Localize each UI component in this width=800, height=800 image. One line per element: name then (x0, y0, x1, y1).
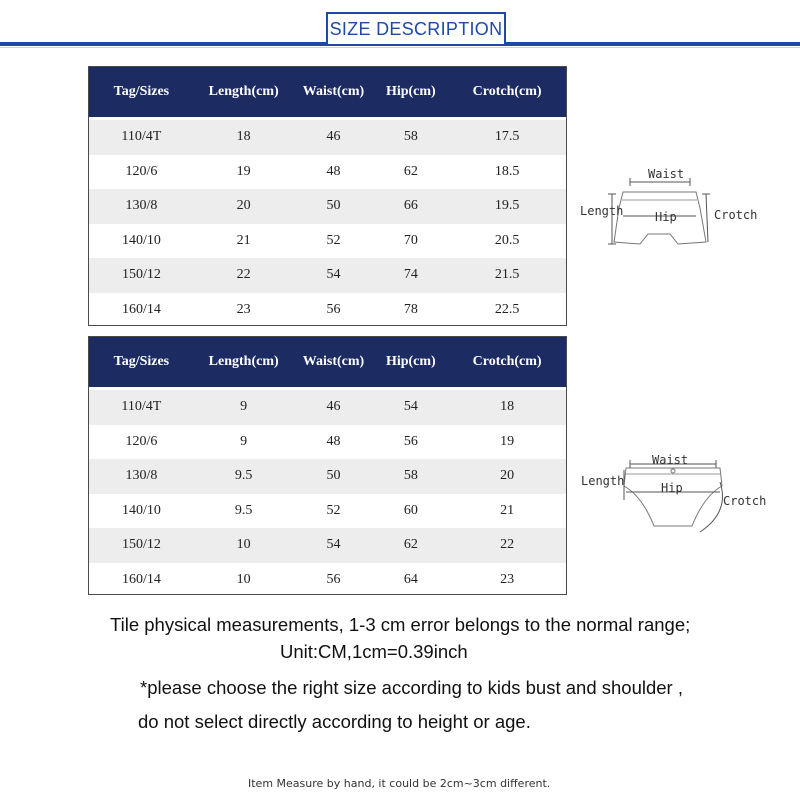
length-label: Length (581, 474, 625, 488)
cell: 10 (236, 537, 251, 553)
cell: 20.5 (494, 232, 520, 248)
header-cell: Crotch(cm) (472, 354, 542, 369)
table-row (89, 258, 566, 293)
header-cell: Tag/Sizes (113, 84, 170, 99)
header-cell: Waist(cm) (302, 84, 365, 99)
cell: 70 (403, 232, 418, 248)
waist-label: Waist (648, 167, 685, 181)
cell: 9.5 (234, 468, 253, 484)
note-not-by-height: do not select directly according to height or age. (138, 711, 531, 732)
cell: 56 (326, 301, 341, 317)
cell: 58 (403, 468, 418, 484)
table-header (89, 337, 566, 387)
table-row (89, 224, 566, 259)
cell: 160/14 (121, 301, 161, 317)
note-choose-size: *please choose the right size according to kids bust and shoulder , (140, 677, 683, 698)
table-row (89, 563, 566, 598)
cell: 48 (326, 433, 341, 449)
cell: 60 (403, 502, 418, 518)
cell: 23 (500, 571, 515, 587)
header-cell: Hip(cm) (385, 354, 436, 369)
table-row (89, 390, 566, 425)
crotch-label: Crotch (714, 208, 758, 222)
cell: 20 (500, 468, 515, 484)
cell: 50 (326, 468, 341, 484)
cell: 48 (326, 163, 341, 179)
cell: 46 (326, 129, 341, 145)
cell: 58 (403, 129, 418, 145)
cell: 62 (403, 537, 418, 553)
cell: 46 (326, 399, 341, 415)
cell: 110/4T (121, 399, 162, 415)
table-row (89, 528, 566, 563)
cell: 52 (326, 502, 341, 518)
cell: 18 (236, 129, 251, 145)
header-cell: Waist(cm) (302, 354, 365, 369)
cell: 50 (326, 198, 341, 214)
cell: 22.5 (494, 301, 520, 317)
cell: 150/12 (121, 537, 161, 553)
cell: 52 (326, 232, 341, 248)
cell: 18.5 (494, 163, 520, 179)
cell: 56 (403, 433, 418, 449)
cell: 140/10 (121, 502, 161, 518)
table-row (89, 459, 566, 494)
cell: 74 (403, 267, 418, 283)
header-cell: Hip(cm) (385, 84, 436, 99)
cell: 10 (236, 571, 251, 587)
cell: 130/8 (125, 198, 158, 214)
banner-rule-thin (0, 47, 800, 48)
cell: 23 (236, 301, 251, 317)
table-row (89, 494, 566, 529)
brief-measure-diagram (580, 452, 780, 552)
cell: 54 (326, 537, 341, 553)
boxer-measure-diagram (578, 164, 778, 264)
cell: 150/12 (121, 267, 161, 283)
table-row (89, 189, 566, 224)
note-unit: Unit:CM,1cm=0.39inch (280, 641, 468, 662)
cell: 64 (403, 571, 418, 587)
cell: 19.5 (494, 198, 520, 214)
page-title: SIZE DESCRIPTION (326, 12, 506, 44)
cell: 9 (240, 433, 248, 449)
header-cell: Tag/Sizes (113, 354, 170, 369)
size-table-brief (88, 336, 567, 595)
waist-label: Waist (652, 453, 689, 467)
cell: 62 (403, 163, 418, 179)
cell: 56 (326, 571, 341, 587)
cell: 19 (236, 163, 251, 179)
hip-label: Hip (661, 481, 683, 495)
table-row (89, 155, 566, 190)
cell: 22 (500, 537, 515, 553)
cell: 160/14 (121, 571, 161, 587)
cell: 9 (240, 399, 248, 415)
size-table-boxer (88, 66, 567, 326)
cell: 110/4T (121, 129, 162, 145)
cell: 9.5 (234, 502, 253, 518)
cell: 17.5 (494, 129, 520, 145)
cell: 120/6 (125, 163, 158, 179)
length-label: Length (580, 204, 624, 218)
table-row (89, 293, 566, 328)
header-cell: Crotch(cm) (472, 84, 542, 99)
cell: 19 (500, 433, 515, 449)
cell: 22 (236, 267, 251, 283)
table-row (89, 120, 566, 155)
table-row (89, 425, 566, 460)
cell: 120/6 (125, 433, 158, 449)
cell: 130/8 (125, 468, 158, 484)
header-cell: Length(cm) (208, 84, 279, 99)
cell: 78 (403, 301, 418, 317)
cell: 66 (403, 198, 418, 214)
cell: 18 (500, 399, 515, 415)
crotch-label: Crotch (723, 494, 767, 508)
cell: 20 (236, 198, 251, 214)
cell: 54 (326, 267, 341, 283)
footer-note: Item Measure by hand, it could be 2cm~3cm different. (248, 777, 551, 790)
note-measurement-error: Tile physical measurements, 1-3 cm error belongs to the normal range; (110, 614, 691, 635)
cell: 21.5 (494, 267, 520, 283)
cell: 54 (403, 399, 418, 415)
table-header (89, 67, 566, 117)
cell: 21 (500, 502, 515, 518)
header-cell: Length(cm) (208, 354, 279, 369)
cell: 140/10 (121, 232, 161, 248)
cell: 21 (236, 232, 251, 248)
hip-label: Hip (655, 210, 677, 224)
